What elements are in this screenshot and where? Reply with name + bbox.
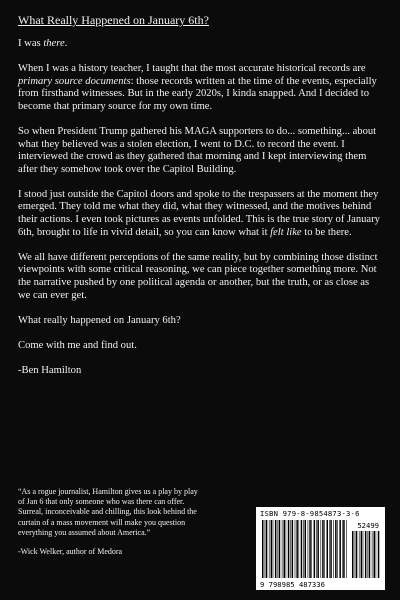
- blurb-quote: “As a rogue journalist, Hamilton gives us a play by play of Jan 6 that only someone who was there can offer. Surreal, inconceivable and chilling, this look behind the curtain of a mass movement will make you question everything you assumed about America.”: [18, 487, 198, 537]
- isbn-label: ISBN 979-8-9854873-3-6: [260, 509, 360, 518]
- barcode-bar: [314, 520, 316, 578]
- italic-run: there: [43, 38, 65, 49]
- body-paragraph: [18, 365, 384, 378]
- italic-run: felt like: [270, 226, 302, 238]
- barcode-bar: [352, 531, 354, 578]
- barcode-bar: [369, 531, 371, 578]
- barcode-bar: [284, 520, 286, 578]
- price-code: 52499: [357, 521, 379, 530]
- barcode-bar: [329, 520, 330, 578]
- barcode-bar: [286, 520, 287, 578]
- body-paragraph: [18, 340, 384, 353]
- text-run: to be there.: [301, 226, 352, 238]
- barcode-bar: [292, 520, 294, 578]
- barcode-bar: [368, 531, 369, 578]
- barcode-bar: [321, 520, 322, 578]
- barcode-bar: [299, 520, 300, 578]
- barcode-bar: [365, 531, 367, 578]
- barcode-bar: [301, 520, 303, 578]
- barcode-bar: [339, 520, 341, 578]
- cover-body-text: [18, 38, 384, 390]
- barcode-bar: [322, 520, 324, 578]
- barcode-bar: [262, 520, 264, 578]
- barcode-digits: 9 798985 487336: [260, 580, 325, 589]
- text-run: -Ben Hamilton: [18, 364, 82, 376]
- barcode-bar: [327, 520, 329, 578]
- barcode-bar: [282, 520, 283, 578]
- body-paragraph: [18, 126, 384, 176]
- barcode-bar: [273, 520, 274, 578]
- text-run: I stood just outside the Capitol doors and spoke to the trespassers at the moment they emerged. They told me what they did, what they witnessed, and the motives behind their actions. I even took pictures as events unfolded. This is the true story of January 6th, brought to life in vivid detail, so you can know what it: [18, 188, 380, 238]
- text-run: Come with me and find out.: [18, 339, 137, 351]
- barcode-bar: [308, 520, 309, 578]
- barcode-bars: [262, 520, 348, 578]
- barcode-bar: [324, 520, 325, 578]
- barcode-addon-bars: [352, 531, 380, 578]
- barcode-bar: [374, 531, 376, 578]
- barcode-bar: [311, 520, 312, 578]
- text-run: We all have different perceptions of the same reality, but by combining those distinct viewpoints with some critical reasoning, we can piece together something more. Not the narrative pushed by one political agenda or another, but the truth, or as close as we can ever get.: [18, 251, 378, 301]
- barcode-bar: [337, 520, 338, 578]
- barcode-bar: [305, 520, 307, 578]
- italic-run: primary source documents: [18, 75, 131, 87]
- barcode-bar: [275, 520, 277, 578]
- text-run: When I was a history teacher, I taught that the most accurate historical records are: [18, 63, 366, 75]
- body-paragraph: [18, 315, 384, 328]
- barcode-bar: [278, 520, 279, 578]
- text-run: So when President Trump gathered his MAGA supporters to do... something... about what they believed was a stolen election, I went to D.C. to record the event. I interviewed the crowd as they gathered that morning and I kept interviewing them after they somehow took over the Capitol Building.: [18, 125, 377, 175]
- barcode-bar: [265, 520, 266, 578]
- barcode-bar: [303, 520, 304, 578]
- barcode-bar: [356, 531, 358, 578]
- barcode-bar: [266, 520, 268, 578]
- text-run: : those records written at the time of the events, especially from firsthand witnesses. But in the early 2020s, I kinda snapped. And I decided to become that primary source for my own time.: [18, 75, 377, 112]
- barcode-bar: [317, 520, 319, 578]
- barcode-bar: [359, 531, 360, 578]
- barcode-bar: [335, 520, 337, 578]
- barcode-bar: [316, 520, 317, 578]
- barcode-bar: [378, 531, 380, 578]
- body-paragraph: [18, 38, 384, 51]
- barcode-bar: [309, 520, 311, 578]
- barcode-bar: [330, 520, 332, 578]
- barcode-bar: [361, 531, 363, 578]
- barcode-bar: [342, 520, 343, 578]
- barcode-bar: [271, 520, 273, 578]
- blurb-attribution: -Wick Welker, author of Medora: [18, 547, 123, 557]
- text-run: I was: [18, 38, 44, 49]
- text-run: .: [64, 38, 68, 49]
- body-paragraph: [18, 63, 384, 113]
- text-run: What really happened on January 6th?: [18, 314, 181, 326]
- barcode-bar: [295, 520, 296, 578]
- barcode-bar: [296, 520, 298, 578]
- barcode-bar: [333, 520, 334, 578]
- barcode-bar: [269, 520, 270, 578]
- body-paragraph: [18, 252, 384, 302]
- barcode-bar: [288, 520, 290, 578]
- barcode-bar: [290, 520, 291, 578]
- review-blurb: [18, 487, 204, 557]
- barcode-bar: [343, 520, 345, 578]
- body-paragraph: [18, 189, 384, 239]
- barcode-bar: [376, 531, 377, 578]
- barcode-bar: [346, 520, 347, 578]
- cover-title: What Really Happened on January 6th?: [18, 13, 209, 27]
- barcode-bar: [363, 531, 364, 578]
- isbn-barcode: [256, 507, 385, 590]
- barcode-bar: [279, 520, 281, 578]
- barcode-bar: [355, 531, 356, 578]
- barcode-bar: [372, 531, 373, 578]
